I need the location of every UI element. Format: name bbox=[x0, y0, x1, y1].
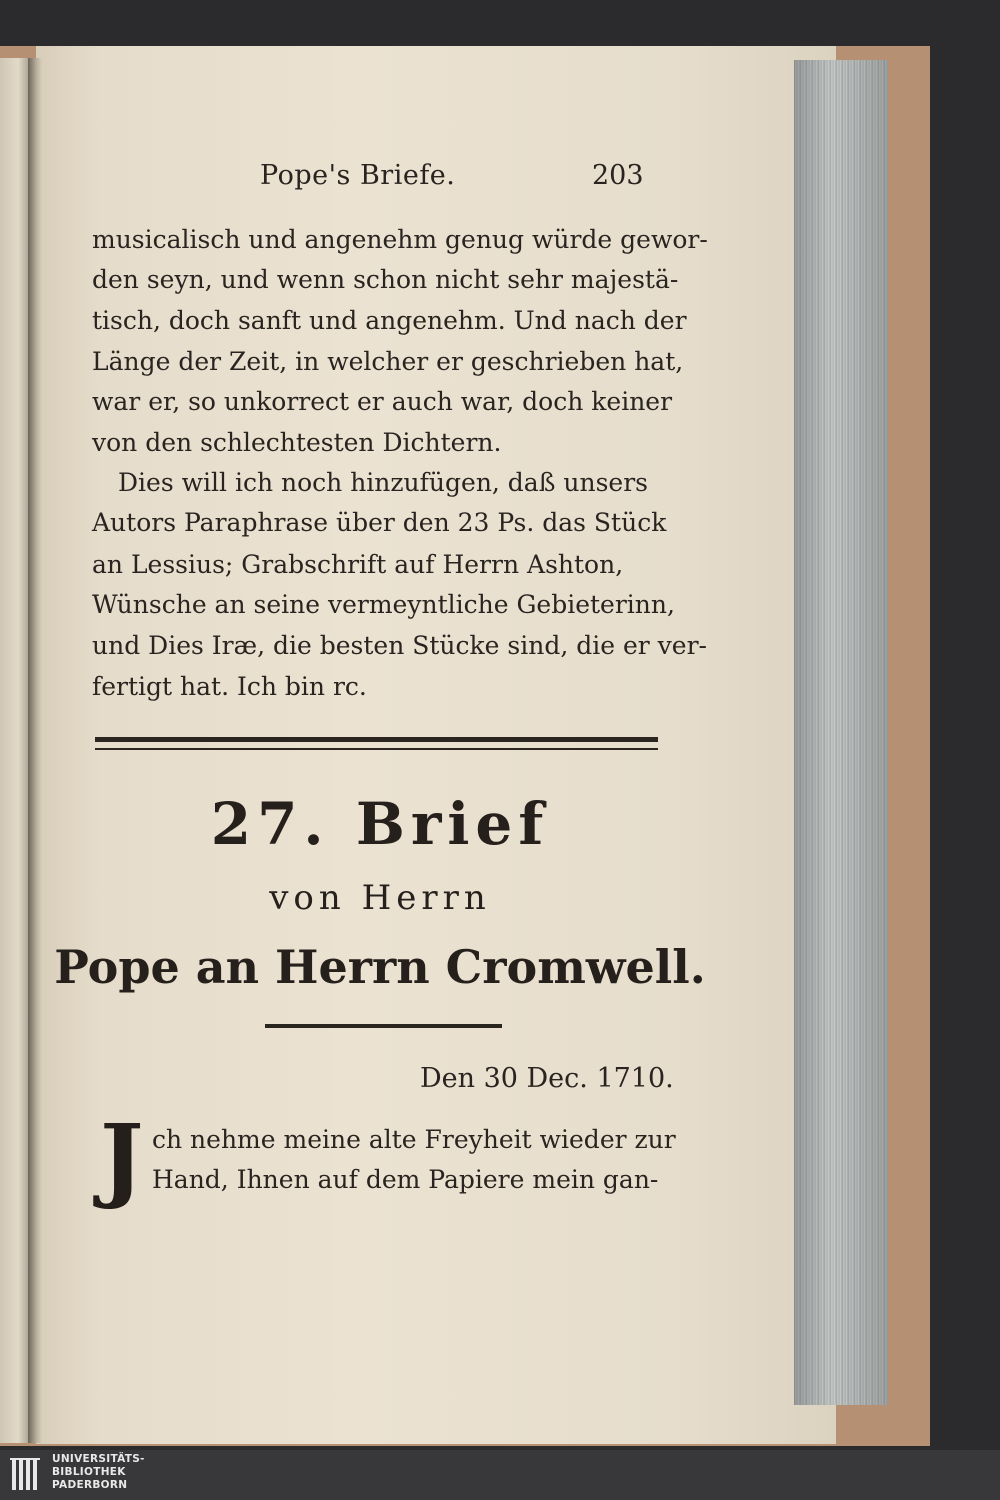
drop-capital: J bbox=[100, 1104, 144, 1212]
library-name-line: BIBLIOTHEK bbox=[52, 1466, 126, 1478]
text-line: ch nehme meine alte Freyheit wieder zur bbox=[152, 1125, 676, 1154]
letter-date: Den 30 Dec. 1710. bbox=[420, 1063, 674, 1094]
section-rule-thin bbox=[95, 748, 658, 750]
text-line: Länge der Zeit, in welcher er geschrieben hat, bbox=[92, 347, 684, 376]
text-line: musicalisch und angenehm genug würde gewor- bbox=[92, 225, 708, 254]
text-line: Wünsche an seine vermeyntliche Gebieterinn, bbox=[92, 590, 675, 619]
text-line: von den schlechtesten Dichtern. bbox=[92, 428, 502, 457]
text-line: an Lessius; Grabschrift auf Herrn Ashton, bbox=[92, 550, 624, 579]
text-line: Hand, Ihnen auf dem Papiere mein gan- bbox=[152, 1165, 659, 1194]
page-number: 203 bbox=[592, 160, 644, 191]
letter-names-line: Pope an Herrn Cromwell. bbox=[54, 940, 706, 994]
library-name-line: PADERBORN bbox=[52, 1479, 128, 1491]
text-line: fertigt hat. Ich bin rc. bbox=[92, 672, 367, 701]
library-name-line: UNIVERSITÄTS- bbox=[52, 1453, 145, 1465]
text-line: und Dies Iræ, die besten Stücke sind, die er ver- bbox=[92, 631, 707, 660]
letter-number-title: 27. Brief bbox=[210, 790, 550, 858]
library-logo-icon bbox=[10, 1456, 44, 1494]
page-edges-shade bbox=[794, 60, 888, 1405]
letter-from-line: von Herrn bbox=[269, 878, 491, 918]
left-page-edge bbox=[0, 58, 30, 1443]
running-title: Pope's Briefe. bbox=[260, 160, 456, 191]
book-gutter bbox=[28, 58, 42, 1443]
text-line: Autors Paraphrase über den 23 Ps. das Stück bbox=[92, 508, 667, 537]
section-rule-thick bbox=[95, 737, 658, 742]
library-name bbox=[52, 1453, 145, 1492]
title-underline-rule bbox=[265, 1024, 502, 1028]
page-header bbox=[260, 160, 660, 200]
text-line: tisch, doch sanft und angenehm. Und nach der bbox=[92, 306, 687, 335]
footer-bar bbox=[0, 1450, 1000, 1500]
text-line: war er, so unkorrect er auch war, doch keiner bbox=[92, 387, 673, 416]
text-line: den seyn, und wenn schon nicht sehr majestä- bbox=[92, 265, 679, 294]
text-line: Dies will ich noch hinzufügen, daß unsers bbox=[118, 468, 648, 497]
